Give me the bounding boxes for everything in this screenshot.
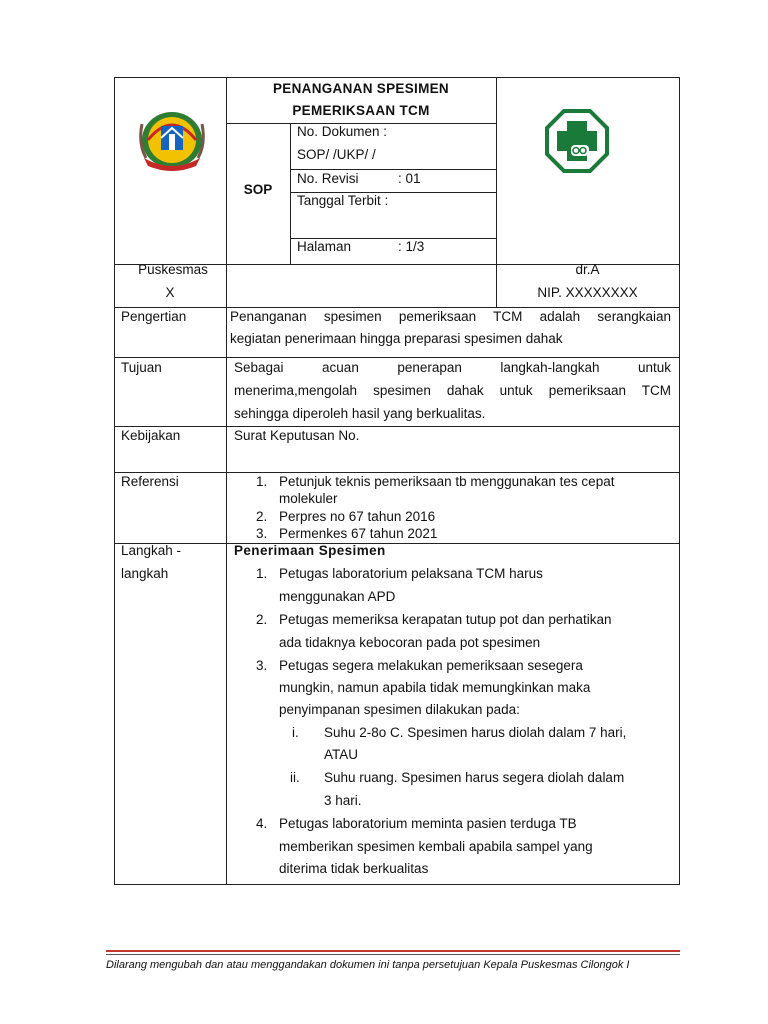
- langkah-label: Langkah -: [121, 543, 182, 558]
- table-border-bottom: [114, 884, 680, 885]
- langkah-label: langkah: [121, 566, 169, 581]
- puskesmas-logo: [545, 109, 609, 173]
- halaman-value: : 1/3: [398, 239, 425, 254]
- list-item-number: 3.: [256, 526, 268, 541]
- no-dokumen-label: No. Dokumen :: [297, 124, 388, 139]
- list-item: Permenkes 67 tahun 2021: [279, 526, 438, 541]
- list-item: Petunjuk teknis pemeriksaan tb menggunakan tes cepat: [279, 474, 615, 489]
- tujuan-text: menerima,mengolah spesimen dahak untuk pemeriksaan TCM: [234, 383, 671, 398]
- tujuan-label: Tujuan: [121, 360, 162, 375]
- no-dokumen-value: SOP/ /UKP/ /: [297, 147, 376, 162]
- list-item: memberikan spesimen kembali apabila sampel yang: [279, 839, 593, 854]
- column-divider: [290, 123, 291, 264]
- list-item-number: 1.: [256, 566, 268, 581]
- sublist-item: Suhu ruang. Spesimen harus segera diolah dalam: [324, 770, 625, 785]
- list-item: menggunakan APD: [279, 589, 396, 604]
- list-item: ada tidaknya kebocoran pada pot spesimen: [279, 635, 541, 650]
- list-item: Petugas laboratorium meminta pasien terduga TB: [279, 816, 577, 831]
- list-item-number: 2.: [256, 509, 268, 524]
- tujuan-text: sehingga diperoleh hasil yang berkualitas.: [234, 406, 486, 421]
- no-revisi-value: : 01: [398, 171, 421, 186]
- list-item: mungkin, namun apabila tidak memungkinkan maka: [279, 680, 591, 695]
- list-item: penyimpanan spesimen dilakukan pada:: [279, 702, 520, 717]
- sop-label: SOP: [243, 182, 273, 197]
- left-emblem: [134, 104, 210, 174]
- signatory-nip: NIP. XXXXXXXX: [537, 285, 638, 300]
- pengertian-text: kegiatan penerimaan hingga preparasi spesimen dahak: [230, 331, 563, 346]
- sublist-item-number: i.: [292, 725, 299, 740]
- kebijakan-label: Kebijakan: [121, 428, 181, 443]
- kebijakan-text: Surat Keputusan No.: [234, 428, 360, 443]
- sublist-item: Suhu 2-8o C. Spesimen harus diolah dalam 7 hari,: [324, 725, 627, 740]
- tanggal-terbit-label: Tanggal Terbit :: [297, 193, 389, 208]
- document-title-line1: PENANGANAN SPESIMEN: [273, 81, 449, 96]
- footer-rule-bottom: [106, 954, 680, 955]
- pengertian-text: Penanganan spesimen pemeriksaan TCM adalah serangkaian: [230, 309, 671, 324]
- sublist-item: ATAU: [324, 747, 359, 762]
- list-item-number: 3.: [256, 658, 268, 673]
- list-item-number: 2.: [256, 612, 268, 627]
- halaman-label: Halaman: [297, 239, 352, 254]
- sublist-item-number: ii.: [290, 770, 300, 785]
- row-divider: [114, 426, 680, 427]
- row-divider: [114, 543, 680, 544]
- list-item: Petugas segera melakukan pemeriksaan sesegera: [279, 658, 583, 673]
- list-item: Perpres no 67 tahun 2016: [279, 509, 436, 524]
- sublist-item: 3 hari.: [324, 793, 362, 808]
- pengertian-label: Pengertian: [121, 309, 187, 324]
- list-item-number: 4.: [256, 816, 268, 831]
- langkah-subheading: Penerimaan Spesimen: [234, 543, 386, 558]
- signatory-name: dr.A: [575, 262, 600, 277]
- list-item: molekuler: [279, 491, 338, 506]
- list-item: Petugas memeriksa kerapatan tutup pot dan perhatikan: [279, 612, 612, 627]
- list-item: diterima tidak berkualitas: [279, 861, 429, 876]
- no-revisi-label: No. Revisi: [297, 171, 359, 186]
- document-title-line2: PEMERIKSAAN TCM: [292, 103, 430, 118]
- list-item-number: 1.: [256, 474, 268, 489]
- table-border-left: [114, 77, 115, 884]
- list-item: Petugas laboratorium pelaksana TCM harus: [279, 566, 543, 581]
- org-code: X: [165, 285, 175, 300]
- footer-rule-top: [106, 950, 680, 952]
- table-border-right: [679, 77, 680, 884]
- footer-disclaimer: Dilarang mengubah dan atau menggandakan dokumen ini tanpa persetujuan Kepala Puskesmas Cilongok I: [106, 959, 630, 971]
- tujuan-text: Sebagai acuan penerapan langkah-langkah untuk: [234, 360, 671, 375]
- org-name: Puskesmas: [138, 262, 208, 277]
- referensi-label: Referensi: [121, 474, 179, 489]
